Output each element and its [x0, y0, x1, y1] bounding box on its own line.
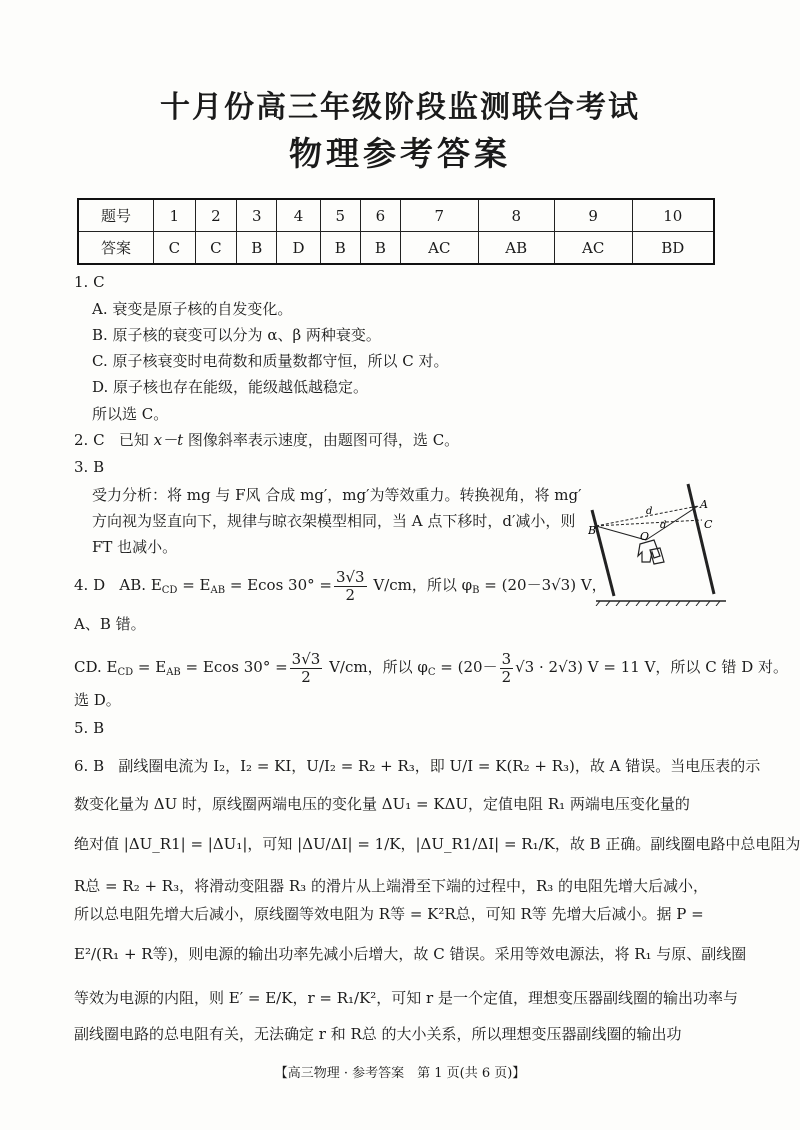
page-subtitle: 物理参考答案 [289, 134, 511, 173]
table-cell: B [237, 232, 277, 265]
table-row-label: 题号 [78, 199, 154, 232]
q6-text: 副线圈电流为 I₂，I₂ = KI，U/I₂ = R₂ + R₃，即 U/I = K(R₂ + R₃)，故 A 错误。当电压表的示 [118, 757, 761, 775]
q6-line2: 数变化量为 ΔU 时，原线圈两端电压的变化量 ΔU₁ = KΔU，定值电阻 R₁ 两端电压变化量的 [74, 795, 690, 813]
denominator: 2 [301, 667, 311, 686]
q4-text: = Ecos 30° = [225, 576, 332, 594]
q4-fraction [290, 651, 323, 686]
table-cell: 8 [478, 199, 554, 232]
table-row-label: 答案 [78, 232, 154, 265]
q4-sub: AB [166, 667, 181, 678]
denominator: 2 [501, 667, 512, 686]
q6-line1 [74, 756, 760, 776]
q4-line1 [74, 566, 607, 610]
q4-text: = Ecos 30° = [180, 658, 288, 676]
q6-line5: 所以总电阻先增大后减小，原线圈等效电阻为 R等 = K²R总，可知 R等 先增大后减小。据 P = [74, 905, 704, 923]
q4-line2: A、B 错。 [74, 615, 146, 633]
q3-line1: 受力分析：将 mg 与 F风 合成 mg′，mg′为等效重力。转换视角，将 mg′ [92, 486, 582, 504]
label-B: B [588, 524, 597, 537]
q4-text: V/cm，所以 φ [368, 576, 473, 594]
q1-option-d: D. 原子核也存在能级，能级越低越稳定。 [92, 378, 369, 396]
q6-line8: 副线圈电路的总电阻有关，无法确定 r 和 R总 的大小关系，所以理想变压器副线圈的输出功 [74, 1025, 682, 1043]
q4-sub: CD [161, 585, 178, 596]
q6-line7: 等效为电源的内阻，则 E′ = E/K，r = R₁/K²，可知 r 是一个定值，理想变压器副线圈的输出功率与 [74, 989, 739, 1007]
q2-text-pre: 已知 [118, 431, 154, 449]
q1-option-b: B. 原子核的衰变可以分为 α、β 两种衰变。 [92, 326, 381, 344]
q6-line3: 绝对值 |ΔU_R1| = |ΔU₁|，可知 |ΔU/ΔI| = 1/K，|ΔU_R1/ΔI| = R₁/K，故 B 正确。副线圈电路中总电阻为 [74, 835, 800, 853]
q4-fraction [334, 569, 367, 604]
table-cell: B [320, 232, 360, 265]
q6-line6: E²/(R₁ + R等)，则电源的输出功率先减小后增大，故 C 错误。采用等效电源法，将 R₁ 与原、副线圈 [74, 945, 747, 963]
q3-line2: 方向视为竖直向下，规律与晾衣架模型相同，当 A 点下移时，d′减小，则 [92, 512, 576, 530]
q4-text: = E [133, 658, 167, 676]
q4-fraction [500, 651, 514, 686]
table-cell: 9 [554, 199, 632, 232]
q4-head: 4. D [74, 576, 106, 594]
table-cell: 7 [400, 199, 478, 232]
clothesline-diagram [588, 478, 728, 606]
table-cell: AC [400, 232, 478, 265]
q4-text: CD. E [74, 658, 118, 676]
q1-option-a: A. 衰变是原子核的自发变化。 [92, 300, 293, 318]
table-cell: AB [478, 232, 554, 265]
page-title: 十月份高三年级阶段监测联合考试 [160, 90, 640, 125]
q1-head: 1. C [74, 273, 105, 291]
table-cell: 3 [237, 199, 277, 232]
table-cell: 5 [320, 199, 360, 232]
denominator: 2 [345, 585, 356, 604]
q4-text: V/cm，所以 φ [324, 658, 428, 676]
q5-head: 5. B [74, 719, 105, 737]
q6-line4: R总 = R₂ + R₃，将滑动变阻器 R₃ 的滑片从上端滑至下端的过程中，R₃ 的电阻先增大后减小， [74, 877, 709, 895]
q4-text: = (20－ [435, 658, 498, 676]
table-row-answers [78, 232, 714, 265]
q2-text-post: 图像斜率表示速度，由题图可得，选 C。 [183, 431, 460, 449]
q4-sub: CD [117, 667, 134, 678]
q2-line [74, 430, 459, 450]
q4-sub: B [472, 585, 480, 596]
q4-text: = E [177, 576, 211, 594]
numerator: 3√3 [291, 649, 321, 668]
label-A: A [700, 498, 708, 511]
label-C: C [704, 518, 713, 531]
q1-option-c: C. 原子核衰变时电荷数和质量数都守恒，所以 C 对。 [92, 352, 449, 370]
numerator: 3 [501, 649, 512, 668]
table-row-numbers [78, 199, 714, 232]
q4-text: AB. E [119, 576, 162, 594]
q6-head: 6. B [74, 757, 105, 775]
numerator: 3√3 [335, 567, 365, 586]
q4-line3 [74, 648, 788, 692]
table-cell: C [154, 232, 196, 265]
answer-table [77, 198, 715, 265]
q1-conclusion: 所以选 C。 [92, 405, 169, 423]
table-cell: C [195, 232, 237, 265]
label-O: O [640, 530, 650, 543]
q3-line3: FT 也减小。 [92, 538, 178, 556]
q2-var: x－t [153, 431, 184, 449]
label-d2: d [660, 520, 667, 531]
table-cell: 4 [277, 199, 320, 232]
table-cell: D [277, 232, 320, 265]
table-cell: 6 [360, 199, 400, 232]
table-cell: BD [632, 232, 714, 265]
table-cell: 2 [195, 199, 237, 232]
q4-line4: 选 D。 [74, 691, 121, 709]
table-cell: 1 [154, 199, 196, 232]
page-footer: 【高三物理 · 参考答案 第 1 页(共 6 页)】 [274, 1066, 526, 1081]
q4-sub: C [427, 667, 436, 678]
label-d1: d [646, 506, 653, 517]
q4-sub: AB [210, 585, 226, 596]
q2-head: 2. C [74, 431, 105, 449]
table-cell: B [360, 232, 400, 265]
table-cell: 10 [632, 199, 714, 232]
q3-head: 3. B [74, 458, 105, 476]
q4-text: = (20－3√3) V， [479, 576, 607, 594]
q4-text: √3 · 2√3) V = 11 V，所以 C 错 D 对。 [515, 658, 788, 676]
table-cell: AC [554, 232, 632, 265]
